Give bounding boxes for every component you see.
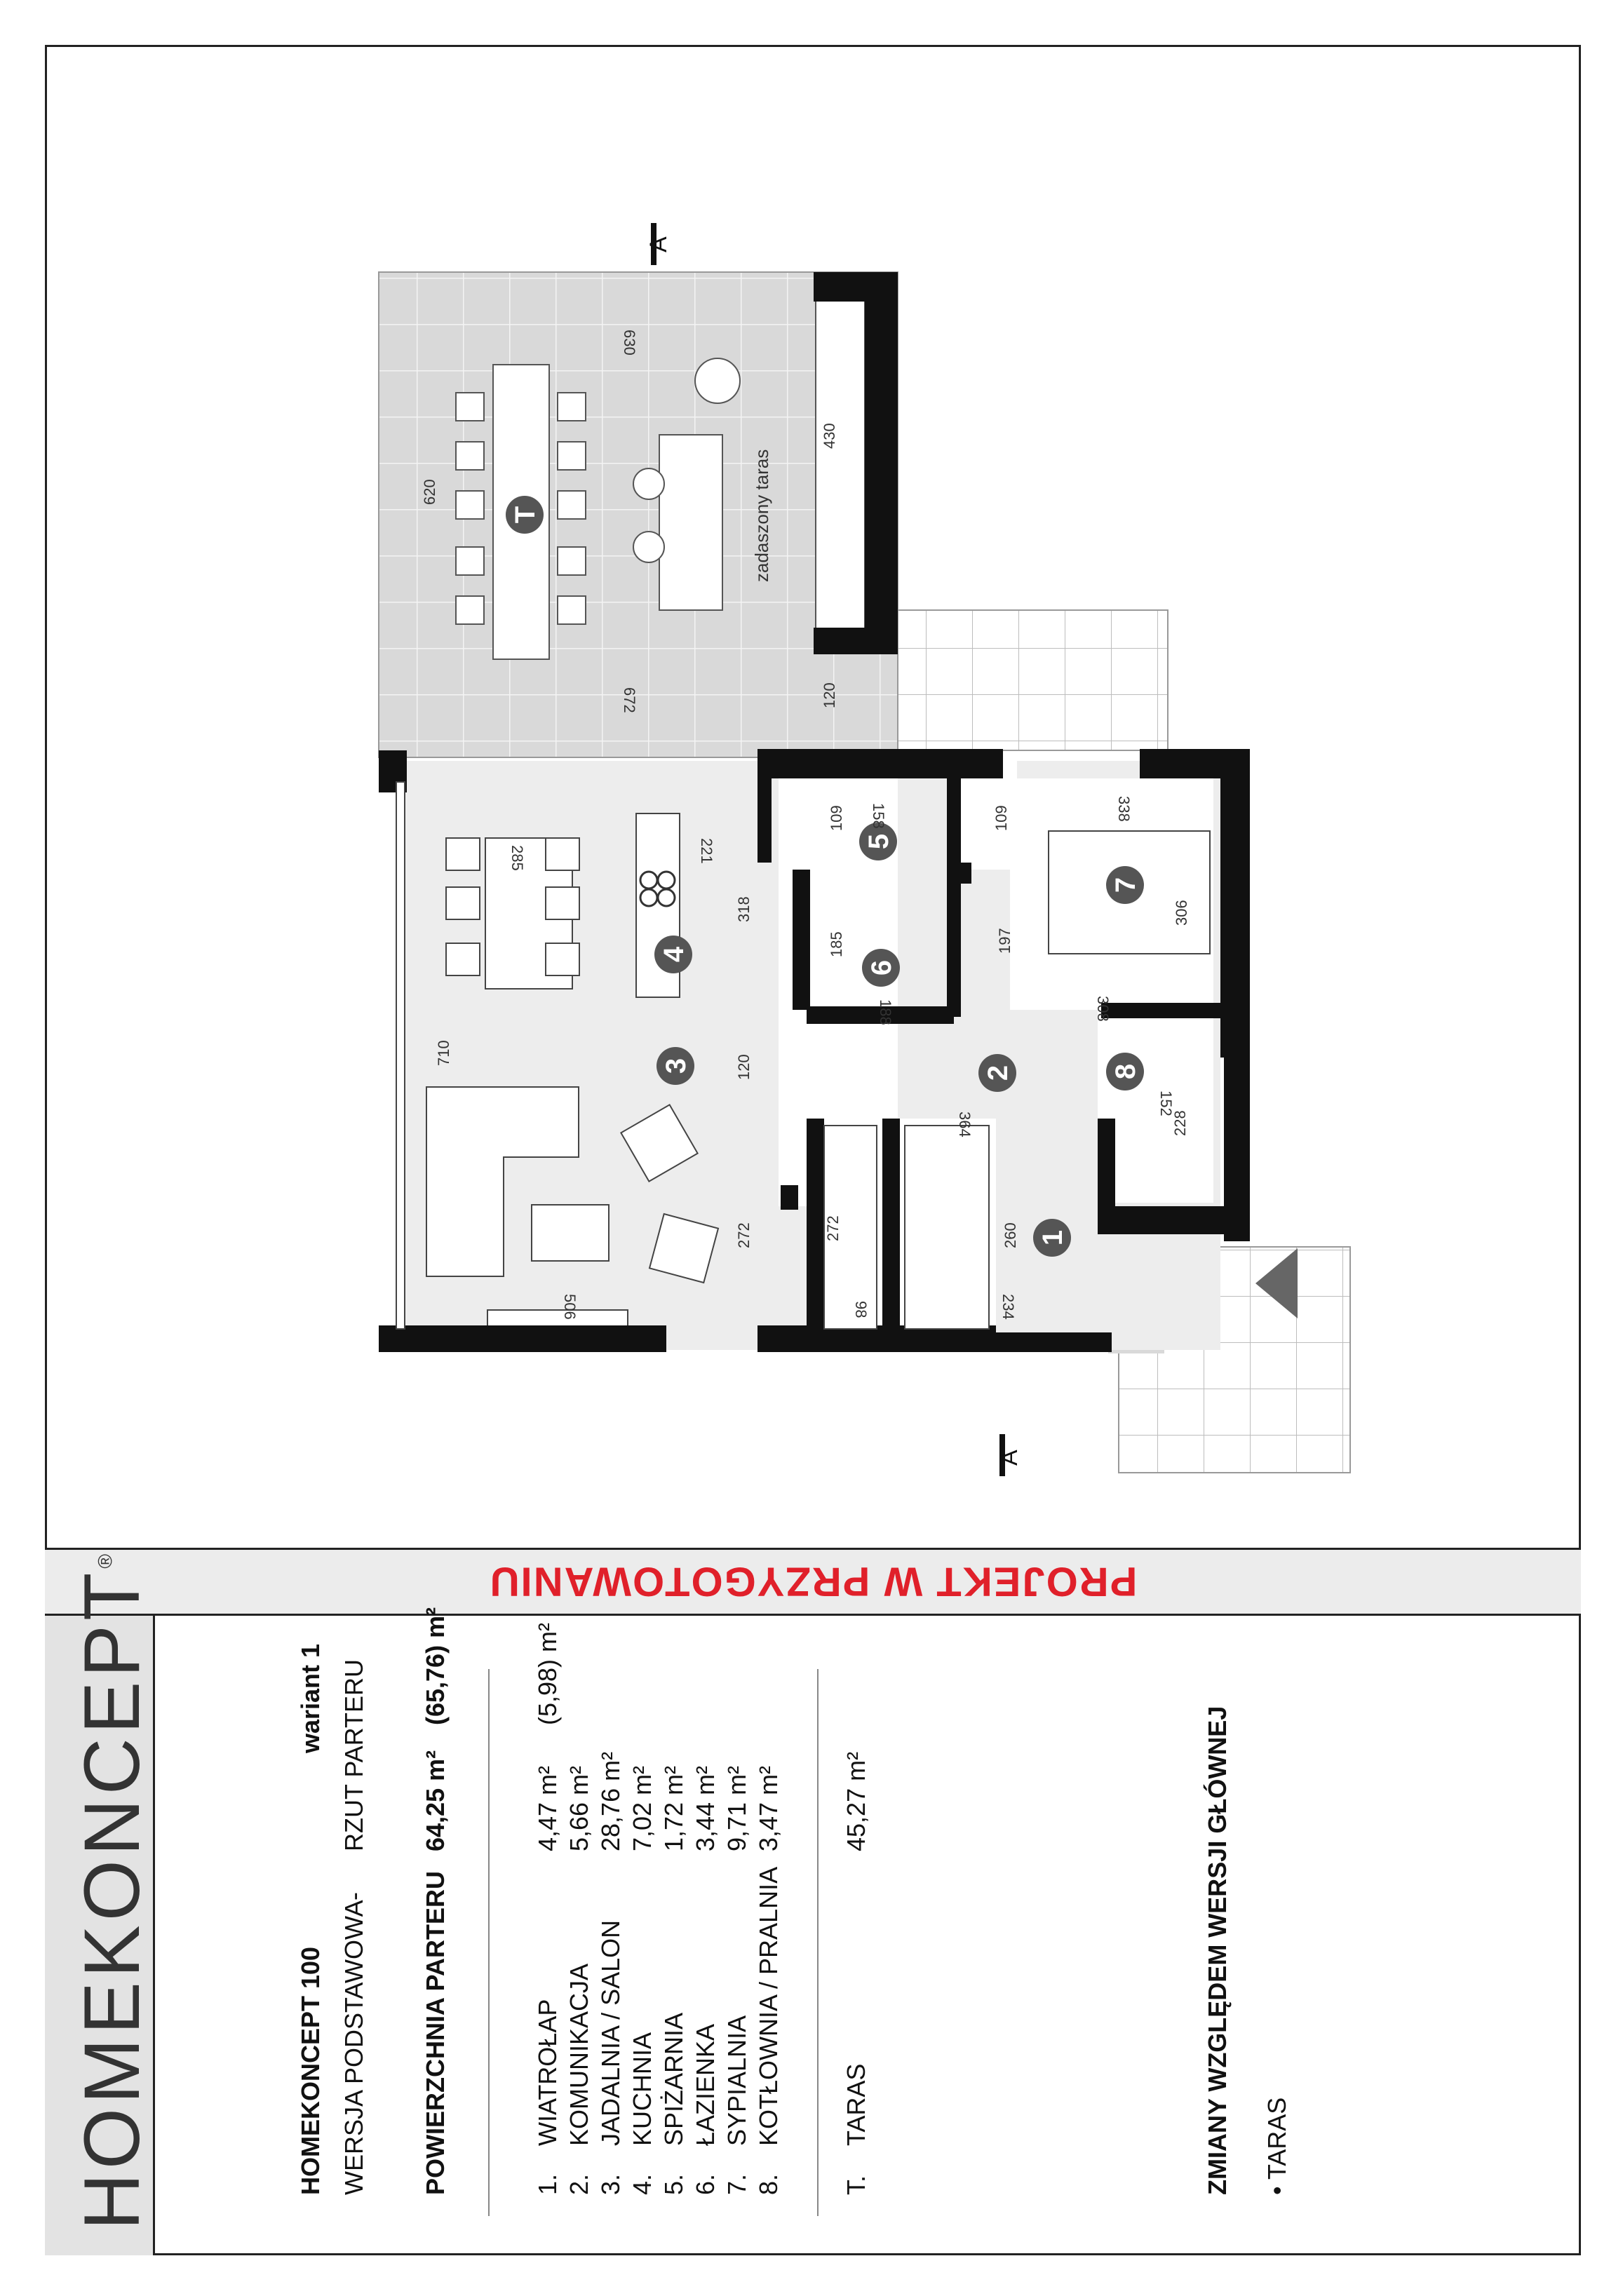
badge-2: 2 — [983, 1065, 1013, 1081]
dim-228: 228 — [1171, 1110, 1189, 1136]
open-terrace — [898, 610, 1168, 750]
dim-109b: 109 — [992, 805, 1010, 831]
dim-221: 221 — [698, 838, 715, 864]
room-num: 3. — [596, 2173, 625, 2195]
badge-T: T — [510, 506, 541, 524]
changes-title: ZMIANY WZGLĘDEM WERSJI GŁÓWNEJ — [1203, 1706, 1232, 2195]
dim-285: 285 — [509, 845, 526, 871]
terrace-num: T. — [842, 2175, 870, 2195]
dim-98: 98 — [852, 1301, 870, 1318]
room-num: 1. — [533, 2173, 562, 2195]
badge-3: 3 — [661, 1058, 692, 1074]
dim-188: 188 — [877, 999, 894, 1025]
room-area: 5,66 m² — [565, 1765, 593, 1851]
ground-floor-area-alt: (65,76) m² — [421, 1607, 450, 1725]
room-name: SYPIALNIA — [722, 2015, 751, 2146]
room-num: 7. — [722, 2173, 751, 2195]
dim-272b: 272 — [824, 1215, 842, 1241]
dim-430: 430 — [821, 423, 838, 449]
dim-308: 308 — [1094, 996, 1112, 1022]
room-num: 5. — [659, 2173, 688, 2195]
room-area-alt: (5,98) m² — [533, 1622, 562, 1725]
dim-197: 197 — [996, 928, 1013, 954]
dim-260: 260 — [1002, 1222, 1019, 1248]
version-dash: - — [339, 1892, 368, 1900]
project-name: HOMEKONCEPT 100 — [296, 1946, 325, 2195]
terrace-area: 45,27 m² — [842, 1751, 870, 1851]
dim-630: 630 — [621, 330, 638, 356]
dim-120-terrace: 120 — [821, 682, 838, 708]
dim-158: 158 — [870, 803, 887, 829]
divider — [817, 1669, 819, 2216]
dim-672: 672 — [621, 687, 638, 713]
version-label: WERSJA PODSTAWOWA — [339, 1900, 368, 2195]
room-name: KOTŁOWNIA / PRALNIA — [754, 1866, 783, 2146]
badge-8: 8 — [1110, 1063, 1141, 1080]
ground-floor-area-label: POWIERZCHNIA PARTERU — [421, 1871, 450, 2195]
dim-318: 318 — [735, 896, 753, 922]
room-num: 2. — [565, 2173, 593, 2195]
drawing-title: RZUT PARTERU — [339, 1659, 368, 1851]
dim-272: 272 — [735, 1222, 753, 1248]
room-name: ŁAZIENKA — [691, 2023, 720, 2146]
badge-1: 1 — [1037, 1229, 1068, 1246]
terrace-name: TARAS — [842, 2063, 870, 2146]
section-mark-top: A — [645, 236, 672, 252]
badge-6: 6 — [866, 959, 897, 976]
room-area: 1,72 m² — [659, 1765, 688, 1851]
changes-item: • TARAS — [1262, 2097, 1291, 2195]
ground-floor-area: 64,25 m² — [421, 1750, 450, 1851]
variant-label: wariant 1 — [296, 1643, 325, 1753]
logo: HOMEKONCEPT® — [68, 1549, 156, 2230]
room-area: 4,47 m² — [533, 1765, 562, 1851]
room-area: 3,44 m² — [691, 1765, 720, 1851]
badge-5: 5 — [863, 833, 894, 850]
room-area: 28,76 m² — [596, 1751, 625, 1851]
room-area: 7,02 m² — [628, 1765, 656, 1851]
status-banner-text: PROJEKT W PRZYGOTOWANIU — [488, 1558, 1138, 1605]
dim-185: 185 — [828, 931, 845, 957]
section-mark-bottom: A — [996, 1450, 1023, 1466]
room-name: WIATROŁAP — [533, 1999, 562, 2146]
terrace-label: zadaszony taras — [751, 449, 772, 582]
dim-120: 120 — [735, 1054, 753, 1080]
dim-364: 364 — [956, 1112, 974, 1137]
dim-306: 306 — [1173, 900, 1190, 926]
room-area: 9,71 m² — [722, 1765, 751, 1851]
dim-338: 338 — [1115, 796, 1133, 822]
dim-506: 506 — [561, 1294, 579, 1320]
badge-7: 7 — [1110, 877, 1141, 893]
room-num: 8. — [754, 2173, 783, 2195]
dim-234: 234 — [999, 1294, 1017, 1320]
room-name: KUCHNIA — [628, 2032, 656, 2146]
badge-4: 4 — [659, 946, 689, 963]
dim-152: 152 — [1157, 1090, 1175, 1116]
dim-109: 109 — [828, 805, 845, 831]
room-area: 3,47 m² — [754, 1765, 783, 1851]
room-num: 6. — [691, 2173, 720, 2195]
room-name: KOMUNIKACJA — [565, 1963, 593, 2146]
room-num: 4. — [628, 2173, 656, 2195]
dim-710: 710 — [435, 1040, 452, 1066]
room-name: JADALNIA / SALON — [596, 1919, 625, 2146]
dim-620: 620 — [421, 479, 438, 505]
room-name: SPIŻARNIA — [659, 2012, 688, 2146]
divider — [488, 1669, 490, 2216]
info-box — [45, 1614, 1581, 2255]
